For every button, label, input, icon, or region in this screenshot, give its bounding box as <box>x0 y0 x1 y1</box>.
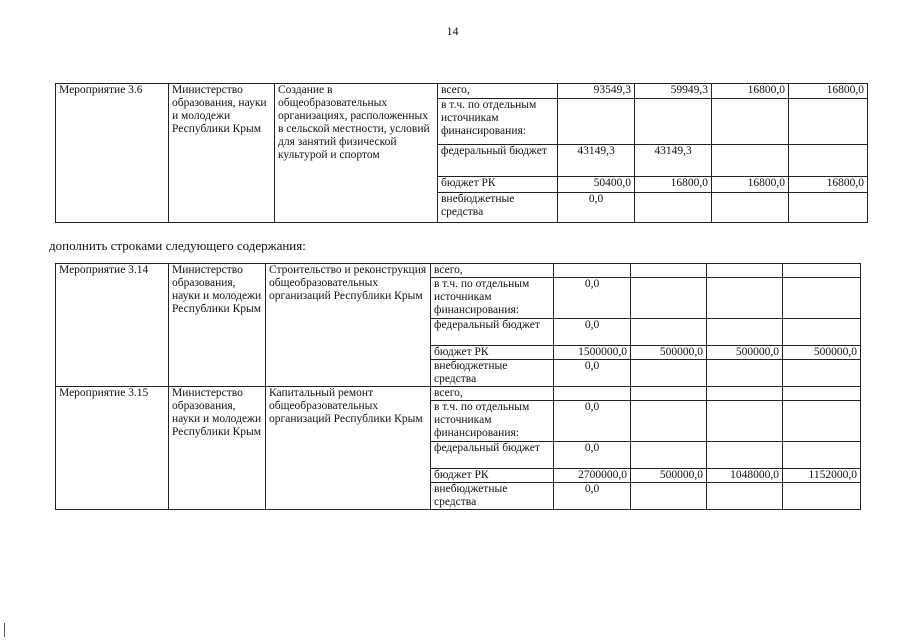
source-label: внебюджетные средства <box>431 360 554 387</box>
source-label: в т.ч. по отдельным источникам финансирования: <box>431 278 554 319</box>
value-cell <box>707 401 783 442</box>
value-cell: 16800,0 <box>789 177 868 193</box>
table-row <box>56 387 861 401</box>
description-cell: Создание в общеобразовательных организациях, расположенных в сельской местности, условий для занятий физической культурой и спортом <box>275 84 438 223</box>
value-cell: 59949,3 <box>635 84 712 99</box>
source-label: в т.ч. по отдельным источникам финансирования: <box>431 401 554 442</box>
value-cell: 43149,3 <box>635 145 712 177</box>
value-cell <box>631 360 707 387</box>
value-cell: 2700000,0 <box>554 469 631 483</box>
ministry-cell: Министерство образования, науки и молодежи Республики Крым <box>169 264 266 387</box>
value-cell: 16800,0 <box>789 84 868 99</box>
value-cell: 16800,0 <box>712 84 789 99</box>
value-cell <box>631 278 707 319</box>
measure-cell: Мероприятие 3.14 <box>56 264 169 387</box>
value-cell: 16800,0 <box>635 177 712 193</box>
value-cell: 0,0 <box>554 483 631 510</box>
value-cell: 50400,0 <box>558 177 635 193</box>
value-cell <box>631 483 707 510</box>
value-cell: 0,0 <box>554 401 631 442</box>
measure-cell: Мероприятие 3.15 <box>56 387 169 510</box>
funding-table-added <box>55 263 861 510</box>
source-label: бюджет РК <box>438 177 558 193</box>
source-label: федеральный бюджет <box>431 442 554 469</box>
value-cell: 1500000,0 <box>554 346 631 360</box>
value-cell: 500000,0 <box>631 469 707 483</box>
value-cell <box>783 360 861 387</box>
value-cell: 43149,3 <box>558 145 635 177</box>
value-cell <box>707 442 783 469</box>
value-cell <box>554 387 631 401</box>
value-cell: 0,0 <box>554 360 631 387</box>
value-cell <box>712 193 789 223</box>
value-cell <box>554 264 631 278</box>
description-cell: Строительство и реконструкция общеобразовательных организаций Республики Крым <box>266 264 431 387</box>
value-cell <box>635 193 712 223</box>
ministry-cell: Министерство образования, науки и молодежи Республики Крым <box>169 387 266 510</box>
value-cell <box>707 319 783 346</box>
value-cell <box>783 387 861 401</box>
source-label: всего, <box>431 264 554 278</box>
value-cell: 500000,0 <box>707 346 783 360</box>
measure-cell: Мероприятие 3.6 <box>56 84 169 223</box>
source-label: внебюджетные средства <box>438 193 558 223</box>
value-cell <box>712 99 789 145</box>
value-cell <box>783 278 861 319</box>
source-label: внебюджетные средства <box>431 483 554 510</box>
source-label: всего, <box>431 387 554 401</box>
value-cell <box>707 387 783 401</box>
value-cell <box>707 264 783 278</box>
margin-mark <box>4 623 5 637</box>
source-label: всего, <box>438 84 558 99</box>
page-number: 14 <box>446 24 459 38</box>
value-cell <box>783 319 861 346</box>
value-cell: 500000,0 <box>631 346 707 360</box>
value-cell <box>631 387 707 401</box>
value-cell: 0,0 <box>554 442 631 469</box>
value-cell <box>783 483 861 510</box>
value-cell <box>789 193 868 223</box>
source-label: федеральный бюджет <box>431 319 554 346</box>
value-cell <box>631 319 707 346</box>
value-cell <box>707 483 783 510</box>
value-cell <box>789 145 868 177</box>
value-cell: 0,0 <box>554 319 631 346</box>
source-label: федеральный бюджет <box>438 145 558 177</box>
value-cell <box>631 442 707 469</box>
value-cell <box>712 145 789 177</box>
value-cell: 93549,3 <box>558 84 635 99</box>
value-cell <box>631 401 707 442</box>
value-cell: 0,0 <box>558 193 635 223</box>
value-cell: 0,0 <box>554 278 631 319</box>
value-cell <box>558 99 635 145</box>
value-cell: 1152000,0 <box>783 469 861 483</box>
value-cell <box>789 99 868 145</box>
value-cell <box>783 401 861 442</box>
value-cell <box>635 99 712 145</box>
funding-table-existing <box>55 83 868 223</box>
value-cell <box>783 264 861 278</box>
description-cell: Капитальный ремонт общеобразовательных организаций Республики Крым <box>266 387 431 510</box>
table-row <box>56 264 861 278</box>
value-cell <box>707 360 783 387</box>
value-cell <box>707 278 783 319</box>
value-cell: 1048000,0 <box>707 469 783 483</box>
source-label: бюджет РК <box>431 346 554 360</box>
source-label: в т.ч. по отдельным источникам финансирования: <box>438 99 558 145</box>
value-cell: 16800,0 <box>712 177 789 193</box>
ministry-cell: Министерство образования, науки и молодежи Республики Крым <box>169 84 275 223</box>
table-row <box>56 84 868 99</box>
value-cell <box>631 264 707 278</box>
source-label: бюджет РК <box>431 469 554 483</box>
value-cell <box>783 442 861 469</box>
intro-text: дополнить строками следующего содержания: <box>49 238 306 253</box>
value-cell: 500000,0 <box>783 346 861 360</box>
